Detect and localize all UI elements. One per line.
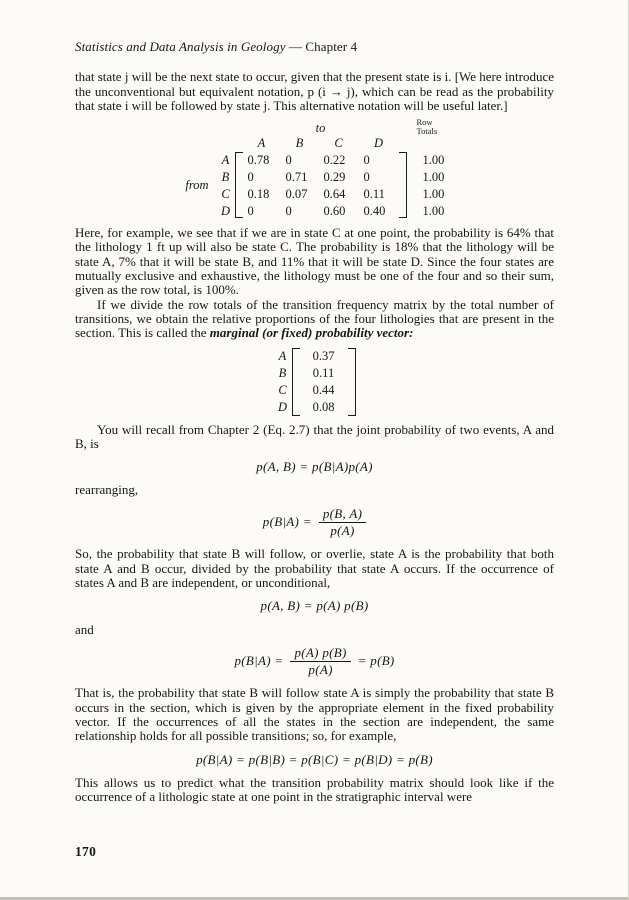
running-head — [75, 40, 554, 54]
matrix-row-header: D — [220, 203, 231, 218]
matrix-right-bracket — [399, 152, 407, 218]
matrix-cell: 0 — [285, 152, 292, 167]
fraction-numerator: p(A) p(B) — [290, 646, 350, 662]
matrix-cell: 0.60 — [323, 203, 346, 218]
matrix-row-total: 1.00 — [422, 203, 445, 218]
vector-label: A — [278, 349, 287, 364]
matrix-cell: 0 — [363, 152, 370, 167]
matrix-col-header: C — [334, 136, 343, 151]
matrix-cell: 0.71 — [285, 169, 308, 184]
fraction — [319, 507, 366, 539]
paragraph-example: Here, for example, we see that if we are in state C at one point, the probability is 64% that the lithology 1 ft up will also be state C. The probability is 18% that the lithology will be state A, 7% that it will be state B, and 11% that it will be state D. Since the four states are mutually exclusive and exhaustive, the lithology must be one of the four and so their sum, given as the row total, is 100%. — [75, 225, 554, 298]
row-totals-label: Row Totals — [416, 117, 438, 136]
equation-text: p(A, B) = p(A) p(B) — [260, 598, 369, 614]
matrix-col-header: A — [257, 136, 266, 151]
matrix-cell: 0.18 — [247, 186, 270, 201]
matrix-row-total: 1.00 — [422, 169, 445, 184]
matrix-cell: 0.22 — [323, 152, 346, 167]
vector-value: 0.08 — [312, 400, 335, 415]
matrix-row-header: C — [221, 186, 230, 201]
matrix-row-header: B — [221, 169, 230, 184]
matrix-col-header: B — [295, 136, 304, 151]
paragraph-fixed-vector-element: That is, the probability that state B will follow state A is simply the probability that state B occurs in the section, which is given by the appropriate element in the fixed probability vector. If the occurrences of all the states in the section are independent, the same relationship holds for all possible transitions; so, for example, — [75, 685, 554, 744]
matrix-grid — [171, 117, 459, 219]
matrix-row-total: 1.00 — [422, 186, 445, 201]
vector-value: 0.44 — [312, 383, 335, 398]
matrix-row-header: A — [221, 152, 230, 167]
matrix-cell: 0.07 — [285, 186, 308, 201]
matrix-left-bracket — [235, 152, 243, 218]
equation-rhs: = p(B) — [357, 652, 395, 668]
matrix-cell: 0.29 — [323, 169, 346, 184]
fraction-denominator: p(A) — [308, 662, 333, 678]
transition-probability-matrix — [75, 117, 554, 219]
matrix-cell: 0.11 — [363, 186, 385, 201]
matrix-col-header: D — [373, 136, 384, 151]
chapter-label: — Chapter 4 — [288, 39, 358, 54]
paragraph-marginal-vector — [75, 298, 554, 341]
equation-joint-probability — [75, 460, 554, 474]
vector-label: C — [278, 383, 287, 398]
fraction-numerator: p(B, A) — [319, 507, 366, 523]
matrix-cell: 0.40 — [363, 203, 386, 218]
fraction-denominator: p(A) — [330, 523, 355, 539]
paragraph-notation: that state j will be the next state to occur, given that the present state is i. [We here introduce the unconventional but equivalent notation, p (i → j), which can be read as the probability that state i will be followed by state j. This alternative notation will be useful later.] — [75, 69, 554, 113]
book-title: Statistics and Data Analysis in Geology — [75, 39, 289, 54]
fixed-probability-vector — [75, 348, 554, 416]
paragraph-predict: This allows us to predict what the transition probability matrix should look like if the occurrence of a lithologic state at one point in the stratigraphic interval were — [75, 774, 554, 805]
vector-label: B — [278, 366, 287, 381]
equation-conditional-fraction — [75, 507, 554, 539]
vector-grid — [274, 348, 356, 416]
equation-independent-conditional — [75, 646, 554, 678]
paragraph-text: If we divide the row totals of the transition frequency matrix by the total number of transitions, we obtain the relative proportions of the four lithologies that are present in the section. This is called the — [75, 296, 554, 341]
from-label: from — [185, 178, 209, 193]
vector-value: 0.11 — [312, 366, 335, 381]
vector-right-bracket — [348, 348, 356, 416]
matrix-row-total: 1.00 — [422, 152, 445, 167]
equation-lhs: p(B|A) = — [234, 652, 284, 668]
vector-value: 0.37 — [312, 349, 335, 364]
matrix-cell: 0.64 — [323, 186, 346, 201]
cue-rearranging: rearranging, — [75, 482, 139, 498]
matrix-cell: 0 — [247, 203, 254, 218]
equation-text: p(B|A) = p(B|B) = p(B|C) = p(B|D) = p(B) — [196, 751, 433, 767]
page-number: 170 — [75, 843, 97, 859]
matrix-cell: 0 — [363, 169, 370, 184]
matrix-cell: 0 — [247, 169, 254, 184]
equation-independent-joint — [75, 599, 554, 613]
vector-label: D — [277, 400, 288, 415]
matrix-cell: 0 — [285, 203, 292, 218]
paragraph-recall: You will recall from Chapter 2 (Eq. 2.7) that the joint probability of two events, A and B, is — [75, 421, 554, 451]
equation-text: p(A, B) = p(B|A)p(A) — [256, 459, 373, 475]
term-probability-vector: marginal (or fixed) probability vector: — [209, 325, 414, 341]
to-label: to — [315, 120, 326, 135]
equation-lhs: p(B|A) = — [262, 513, 312, 529]
cue-and: and — [75, 621, 94, 637]
vector-left-bracket — [292, 348, 300, 416]
paragraph-overlie: So, the probability that state B will follow, or overlie, state A is the probability that both state A and B occur, divided by the probability that state A occurs. If the occurrence of states A and B are independent, or unconditional, — [75, 546, 554, 590]
equation-all-transitions — [75, 753, 554, 767]
fraction — [290, 646, 350, 678]
matrix-cell: 0.78 — [247, 152, 270, 167]
